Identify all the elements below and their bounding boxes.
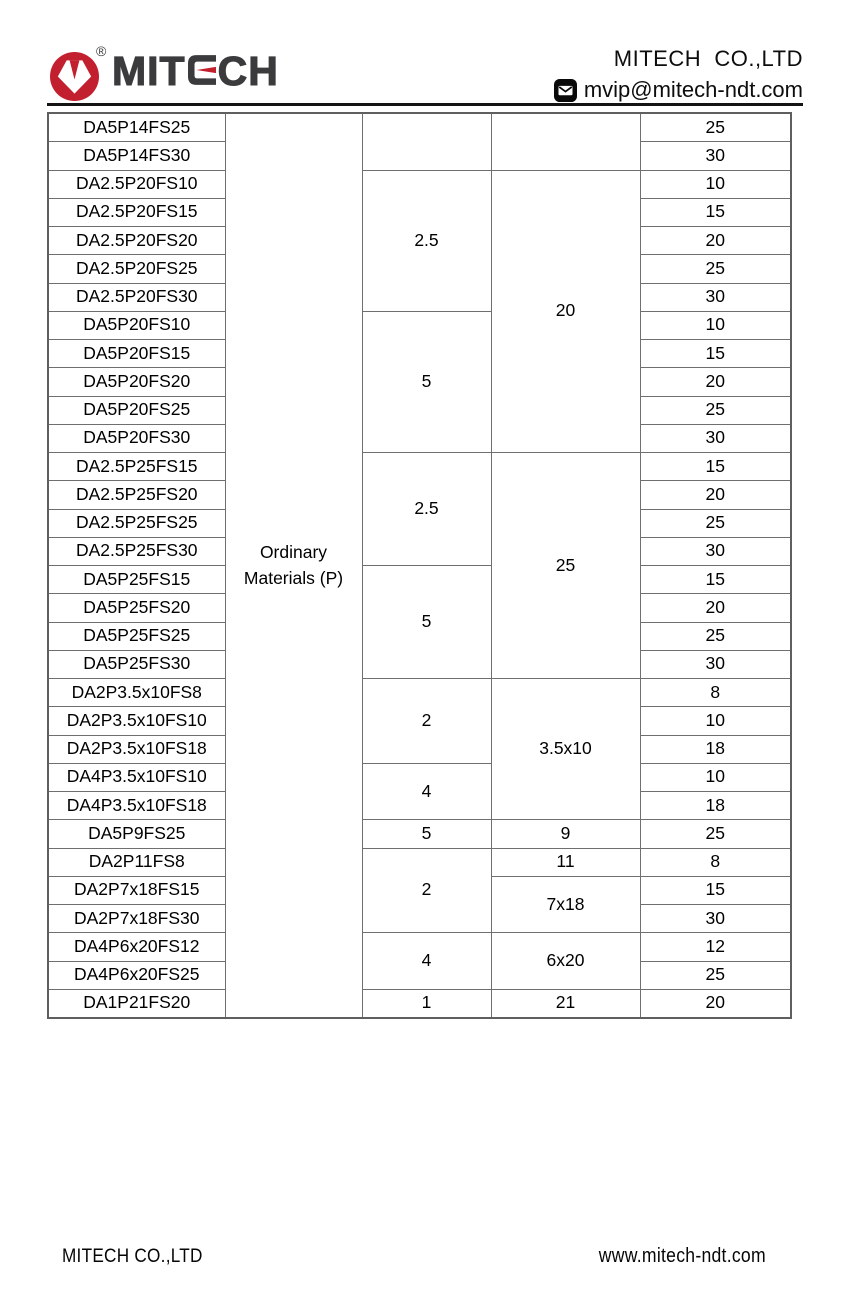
fs-cell: 30 [640, 424, 791, 452]
model-cell: DA2P3.5x10FS10 [48, 707, 225, 735]
model-cell: DA2P11FS8 [48, 848, 225, 876]
table-row [48, 311, 791, 339]
brand-wordmark [112, 48, 279, 94]
table-row [48, 848, 791, 876]
fs-cell: 15 [640, 198, 791, 226]
frequency-cell: 2.5 [362, 170, 491, 311]
table-row [48, 763, 791, 791]
model-cell: DA5P20FS10 [48, 311, 225, 339]
frequency-cell: 2.5 [362, 453, 491, 566]
model-cell: DA2.5P25FS30 [48, 537, 225, 565]
fs-cell: 18 [640, 792, 791, 820]
size-cell [491, 113, 640, 170]
model-cell: DA5P25FS30 [48, 650, 225, 678]
model-cell: DA1P21FS20 [48, 989, 225, 1018]
model-cell: DA2.5P20FS20 [48, 227, 225, 255]
fs-cell: 20 [640, 227, 791, 255]
table-row [48, 453, 791, 481]
model-cell: DA4P3.5x10FS18 [48, 792, 225, 820]
spec-table-body [48, 113, 791, 1018]
fs-cell: 25 [640, 113, 791, 142]
model-cell: DA2.5P20FS25 [48, 255, 225, 283]
table-row [48, 933, 791, 961]
model-cell: DA5P20FS20 [48, 368, 225, 396]
model-cell: DA2.5P20FS30 [48, 283, 225, 311]
size-cell: 3.5x10 [491, 679, 640, 820]
model-cell: DA5P20FS30 [48, 424, 225, 452]
size-cell: 9 [491, 820, 640, 848]
table-row [48, 113, 791, 142]
model-cell: DA2.5P20FS15 [48, 198, 225, 226]
frequency-cell: 4 [362, 763, 491, 820]
frequency-cell: 2 [362, 848, 491, 933]
size-cell: 20 [491, 170, 640, 453]
model-cell: DA4P6x20FS25 [48, 961, 225, 989]
model-cell: DA5P20FS25 [48, 396, 225, 424]
stylized-e-icon [188, 55, 216, 85]
footer-website: www.mitech-ndt.com [598, 1245, 766, 1267]
size-cell: 7x18 [491, 876, 640, 933]
size-cell: 25 [491, 453, 640, 679]
frequency-cell: 5 [362, 566, 491, 679]
table-row [48, 989, 791, 1018]
fs-cell: 25 [640, 396, 791, 424]
model-cell: DA5P20FS15 [48, 340, 225, 368]
model-cell: DA5P25FS25 [48, 622, 225, 650]
fs-cell: 10 [640, 170, 791, 198]
fs-cell: 30 [640, 905, 791, 933]
header-email: mvip@mitech-ndt.com [583, 77, 803, 102]
frequency-cell: 1 [362, 989, 491, 1018]
fs-cell: 8 [640, 848, 791, 876]
header-email-line [554, 77, 803, 103]
model-cell: DA2P7x18FS15 [48, 876, 225, 904]
fs-cell: 15 [640, 453, 791, 481]
registered-trademark-icon: ® [96, 43, 107, 59]
fs-cell: 25 [640, 820, 791, 848]
fs-cell: 30 [640, 283, 791, 311]
header-company-name: MITECH CO.,LTD [613, 46, 803, 71]
mitech-logo-icon [50, 52, 99, 101]
fs-cell: 10 [640, 707, 791, 735]
brand-wordmark-left: MIT [112, 48, 186, 94]
table-row [48, 566, 791, 594]
model-cell: DA5P14FS30 [48, 142, 225, 170]
model-cell: DA5P25FS15 [48, 566, 225, 594]
fs-cell: 8 [640, 679, 791, 707]
table-row [48, 170, 791, 198]
fs-cell: 20 [640, 368, 791, 396]
fs-cell: 25 [640, 622, 791, 650]
model-cell: DA2P3.5x10FS18 [48, 735, 225, 763]
fs-cell: 20 [640, 594, 791, 622]
fs-cell: 25 [640, 509, 791, 537]
fs-cell: 25 [640, 961, 791, 989]
fs-cell: 15 [640, 876, 791, 904]
envelope-icon [554, 79, 577, 102]
fs-cell: 25 [640, 255, 791, 283]
frequency-cell: 2 [362, 679, 491, 764]
fs-cell: 15 [640, 566, 791, 594]
model-cell: DA2.5P25FS15 [48, 453, 225, 481]
model-cell: DA2P7x18FS30 [48, 905, 225, 933]
model-cell: DA5P14FS25 [48, 113, 225, 142]
fs-cell: 30 [640, 142, 791, 170]
header-contact-block [554, 46, 803, 103]
frequency-cell: 5 [362, 311, 491, 452]
size-cell: 11 [491, 848, 640, 876]
frequency-cell [362, 113, 491, 170]
model-cell: DA4P3.5x10FS10 [48, 763, 225, 791]
model-cell: DA2.5P20FS10 [48, 170, 225, 198]
frequency-cell: 4 [362, 933, 491, 990]
fs-cell: 12 [640, 933, 791, 961]
model-cell: DA2P3.5x10FS8 [48, 679, 225, 707]
fs-cell: 20 [640, 989, 791, 1018]
model-cell: DA4P6x20FS12 [48, 933, 225, 961]
fs-cell: 10 [640, 763, 791, 791]
frequency-cell: 5 [362, 820, 491, 848]
fs-cell: 30 [640, 537, 791, 565]
fs-cell: 20 [640, 481, 791, 509]
model-cell: DA2.5P25FS25 [48, 509, 225, 537]
table-row [48, 679, 791, 707]
footer-company-name: MITECH CO.,LTD [62, 1245, 203, 1267]
fs-cell: 15 [640, 340, 791, 368]
fs-cell: 10 [640, 311, 791, 339]
probe-spec-table [47, 112, 792, 1019]
header-divider [47, 103, 803, 106]
fs-cell: 30 [640, 650, 791, 678]
material-cell: Ordinary Materials (P) [225, 113, 362, 1018]
size-cell: 21 [491, 989, 640, 1018]
model-cell: DA5P25FS20 [48, 594, 225, 622]
size-cell: 6x20 [491, 933, 640, 990]
table-row [48, 820, 791, 848]
brand-wordmark-right: CH [217, 48, 279, 94]
model-cell: DA5P9FS25 [48, 820, 225, 848]
model-cell: DA2.5P25FS20 [48, 481, 225, 509]
fs-cell: 18 [640, 735, 791, 763]
